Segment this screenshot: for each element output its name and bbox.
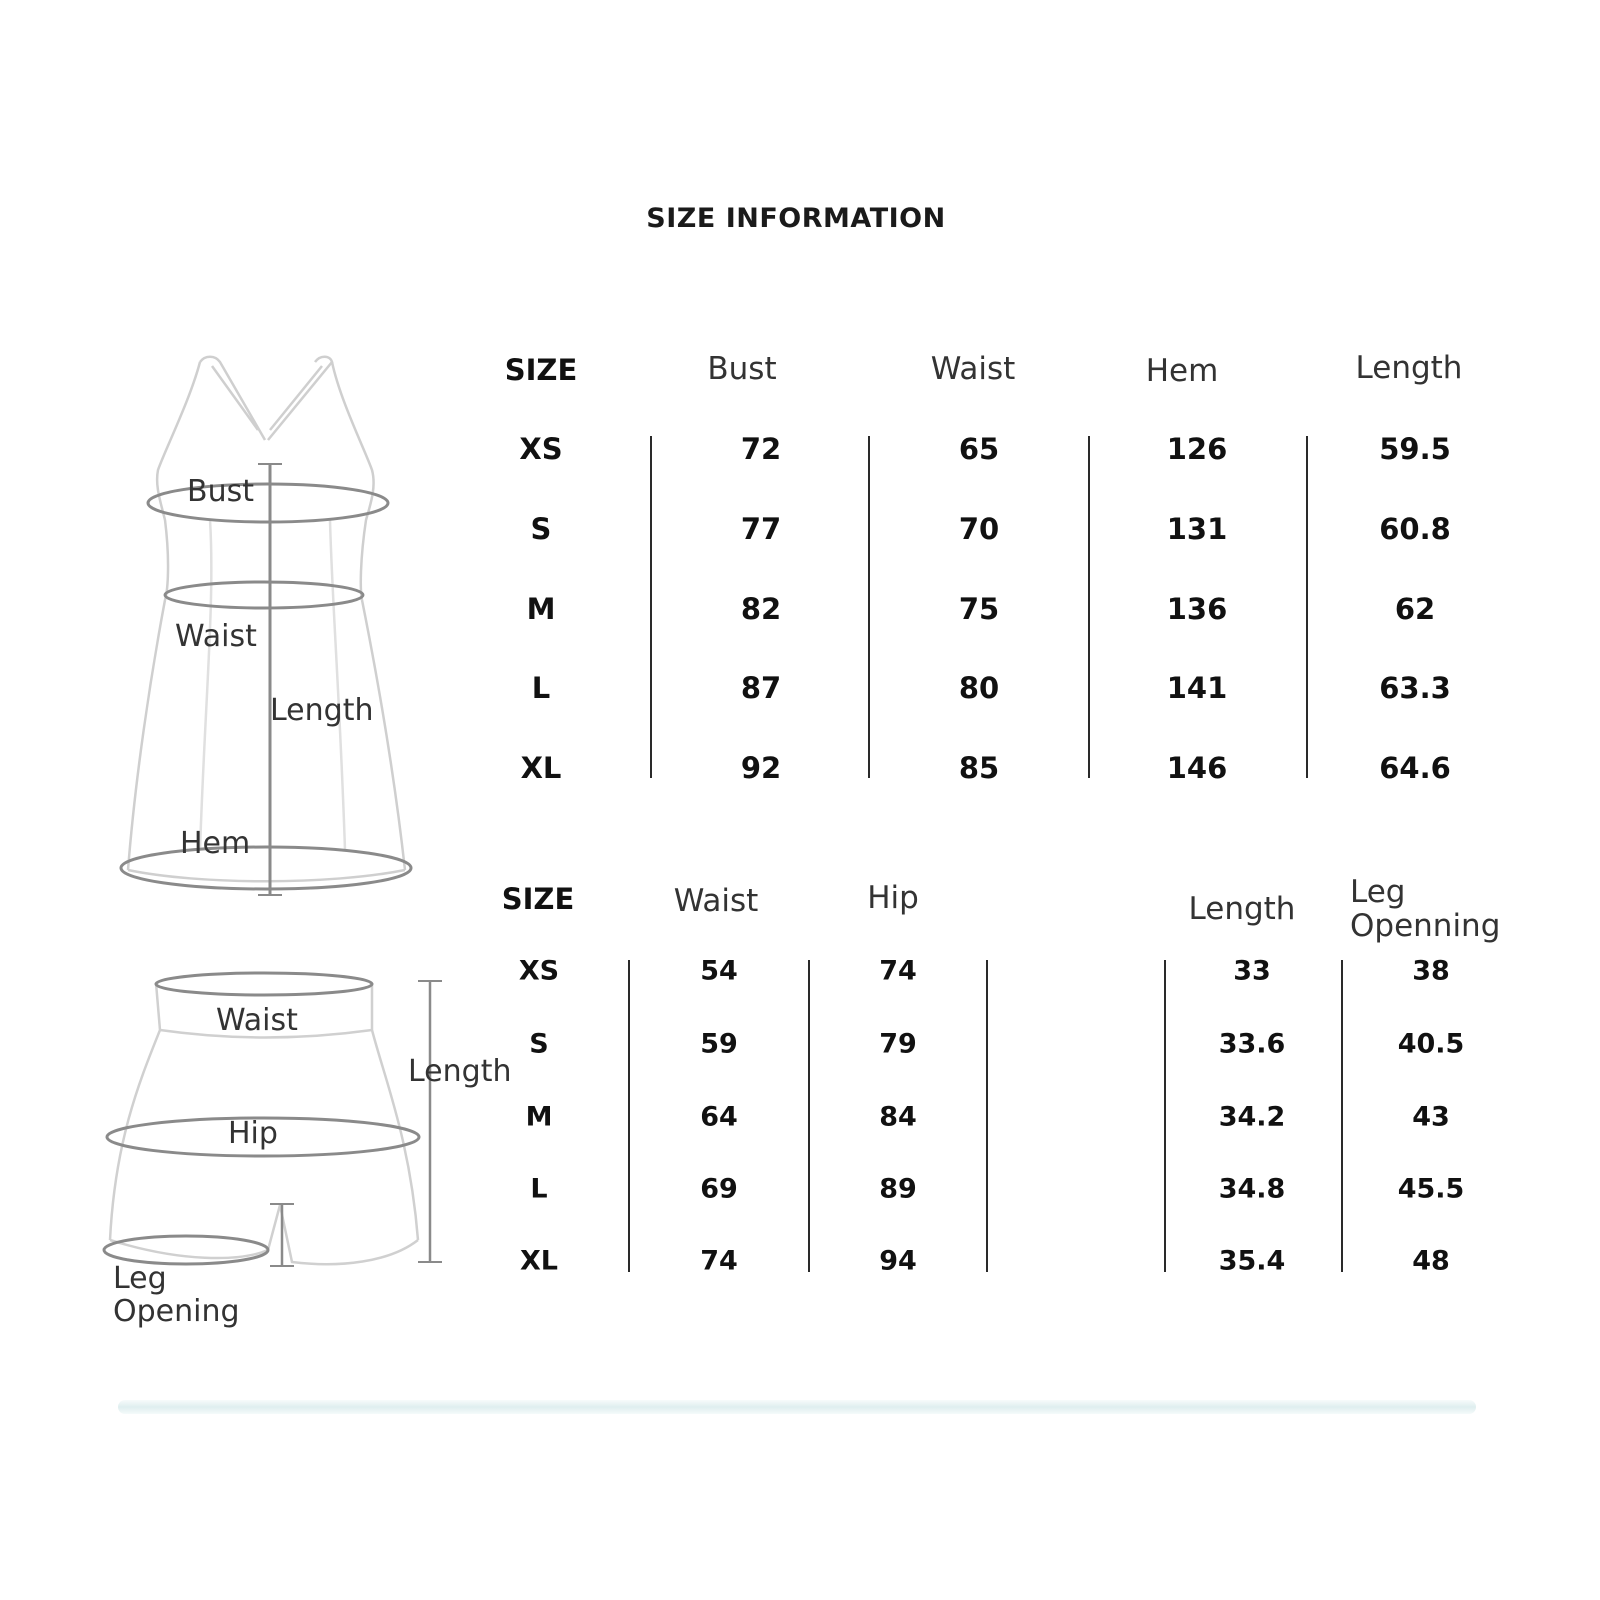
shorts-column-divider	[808, 960, 810, 1272]
dress-label-hem: Hem	[180, 826, 251, 861]
shorts-size-label: S	[529, 1028, 549, 1060]
shorts-cell: 79	[879, 1028, 917, 1060]
shorts-label-waist: Waist	[216, 1003, 298, 1038]
dress-size-label: L	[531, 671, 551, 705]
shorts-cell: 45.5	[1397, 1173, 1465, 1205]
dress-cell: 141	[1166, 671, 1228, 705]
shorts-column-divider	[628, 960, 630, 1272]
dress-header-bust: Bust	[707, 351, 777, 387]
dress-cell: 85	[958, 751, 1000, 785]
dress-cell: 63.3	[1379, 671, 1451, 705]
shorts-header-waist: Waist	[673, 883, 759, 919]
dress-column-divider	[650, 436, 652, 778]
shorts-label-length: Length	[408, 1054, 512, 1089]
shorts-cell: 74	[879, 955, 917, 987]
dress-label-bust: Bust	[187, 474, 254, 509]
dress-size-label: XL	[520, 751, 562, 785]
dress-cell: 136	[1166, 592, 1228, 626]
page-title-text: SIZE INFORMATION	[646, 203, 946, 234]
shorts-cell: 33.6	[1218, 1028, 1286, 1060]
shorts-column-divider	[1341, 960, 1343, 1272]
shorts-header-leg-opening: Leg Openning	[1350, 874, 1501, 944]
dress-label-length: Length	[270, 693, 374, 728]
dress-cell: 82	[740, 592, 782, 626]
dress-cell: 72	[740, 432, 782, 466]
dress-cell: 70	[958, 512, 1000, 546]
shorts-cell: 64	[700, 1101, 738, 1133]
dress-column-divider	[1306, 436, 1308, 778]
shorts-cell: 69	[700, 1173, 738, 1205]
shorts-size-label: L	[530, 1173, 548, 1205]
shorts-size-label: M	[525, 1101, 553, 1133]
dress-label-waist: Waist	[175, 619, 257, 654]
dress-cell: 64.6	[1379, 751, 1451, 785]
dress-cell: 80	[958, 671, 1000, 705]
dress-cell: 146	[1166, 751, 1228, 785]
shorts-cell: 33	[1233, 955, 1271, 987]
shorts-cell: 34.2	[1218, 1101, 1286, 1133]
dress-header-waist: Waist	[930, 351, 1016, 387]
dress-size-label: M	[526, 592, 556, 626]
dress-size-label: S	[530, 512, 552, 546]
dress-cell: 92	[740, 751, 782, 785]
shorts-cell: 84	[879, 1101, 917, 1133]
shorts-cell: 35.4	[1218, 1245, 1286, 1277]
shorts-cell: 38	[1412, 955, 1450, 987]
shorts-size-label: XL	[519, 1245, 559, 1277]
dress-header-length: Length	[1355, 350, 1463, 386]
shorts-cell: 54	[700, 955, 738, 987]
dress-size-label: XS	[519, 432, 563, 466]
dress-measure-lines	[121, 464, 411, 895]
dress-outline-icon	[128, 357, 405, 882]
shorts-column-divider	[986, 960, 988, 1272]
shorts-header-size: SIZE	[501, 882, 575, 916]
shorts-label-leg-opening: Leg Opening	[113, 1261, 240, 1329]
dress-column-divider	[1088, 436, 1090, 778]
dress-cell: 131	[1166, 512, 1228, 546]
decorative-divider-bar	[118, 1400, 1476, 1414]
dress-column-divider	[868, 436, 870, 778]
dress-cell: 77	[740, 512, 782, 546]
shorts-cell: 34.8	[1218, 1173, 1286, 1205]
shorts-cell: 94	[879, 1245, 917, 1277]
dress-cell: 75	[958, 592, 1000, 626]
dress-header-size: SIZE	[504, 353, 578, 387]
shorts-header-length: Length	[1188, 891, 1296, 927]
shorts-label-hip: Hip	[228, 1116, 278, 1151]
shorts-cell: 48	[1412, 1245, 1450, 1277]
dress-cell: 62	[1394, 592, 1436, 626]
shorts-cell: 74	[700, 1245, 738, 1277]
shorts-cell: 89	[879, 1173, 917, 1205]
shorts-cell: 43	[1412, 1101, 1450, 1133]
shorts-cell: 59	[700, 1028, 738, 1060]
shorts-header-hip: Hip	[867, 880, 919, 916]
dress-header-hem: Hem	[1145, 353, 1219, 389]
shorts-column-divider	[1164, 960, 1166, 1272]
shorts-cell: 40.5	[1397, 1028, 1465, 1060]
dress-cell: 60.8	[1379, 512, 1451, 546]
dress-cell: 59.5	[1379, 432, 1451, 466]
dress-cell: 65	[958, 432, 1000, 466]
shorts-size-label: XS	[518, 955, 560, 987]
dress-cell: 126	[1166, 432, 1228, 466]
dress-cell: 87	[740, 671, 782, 705]
